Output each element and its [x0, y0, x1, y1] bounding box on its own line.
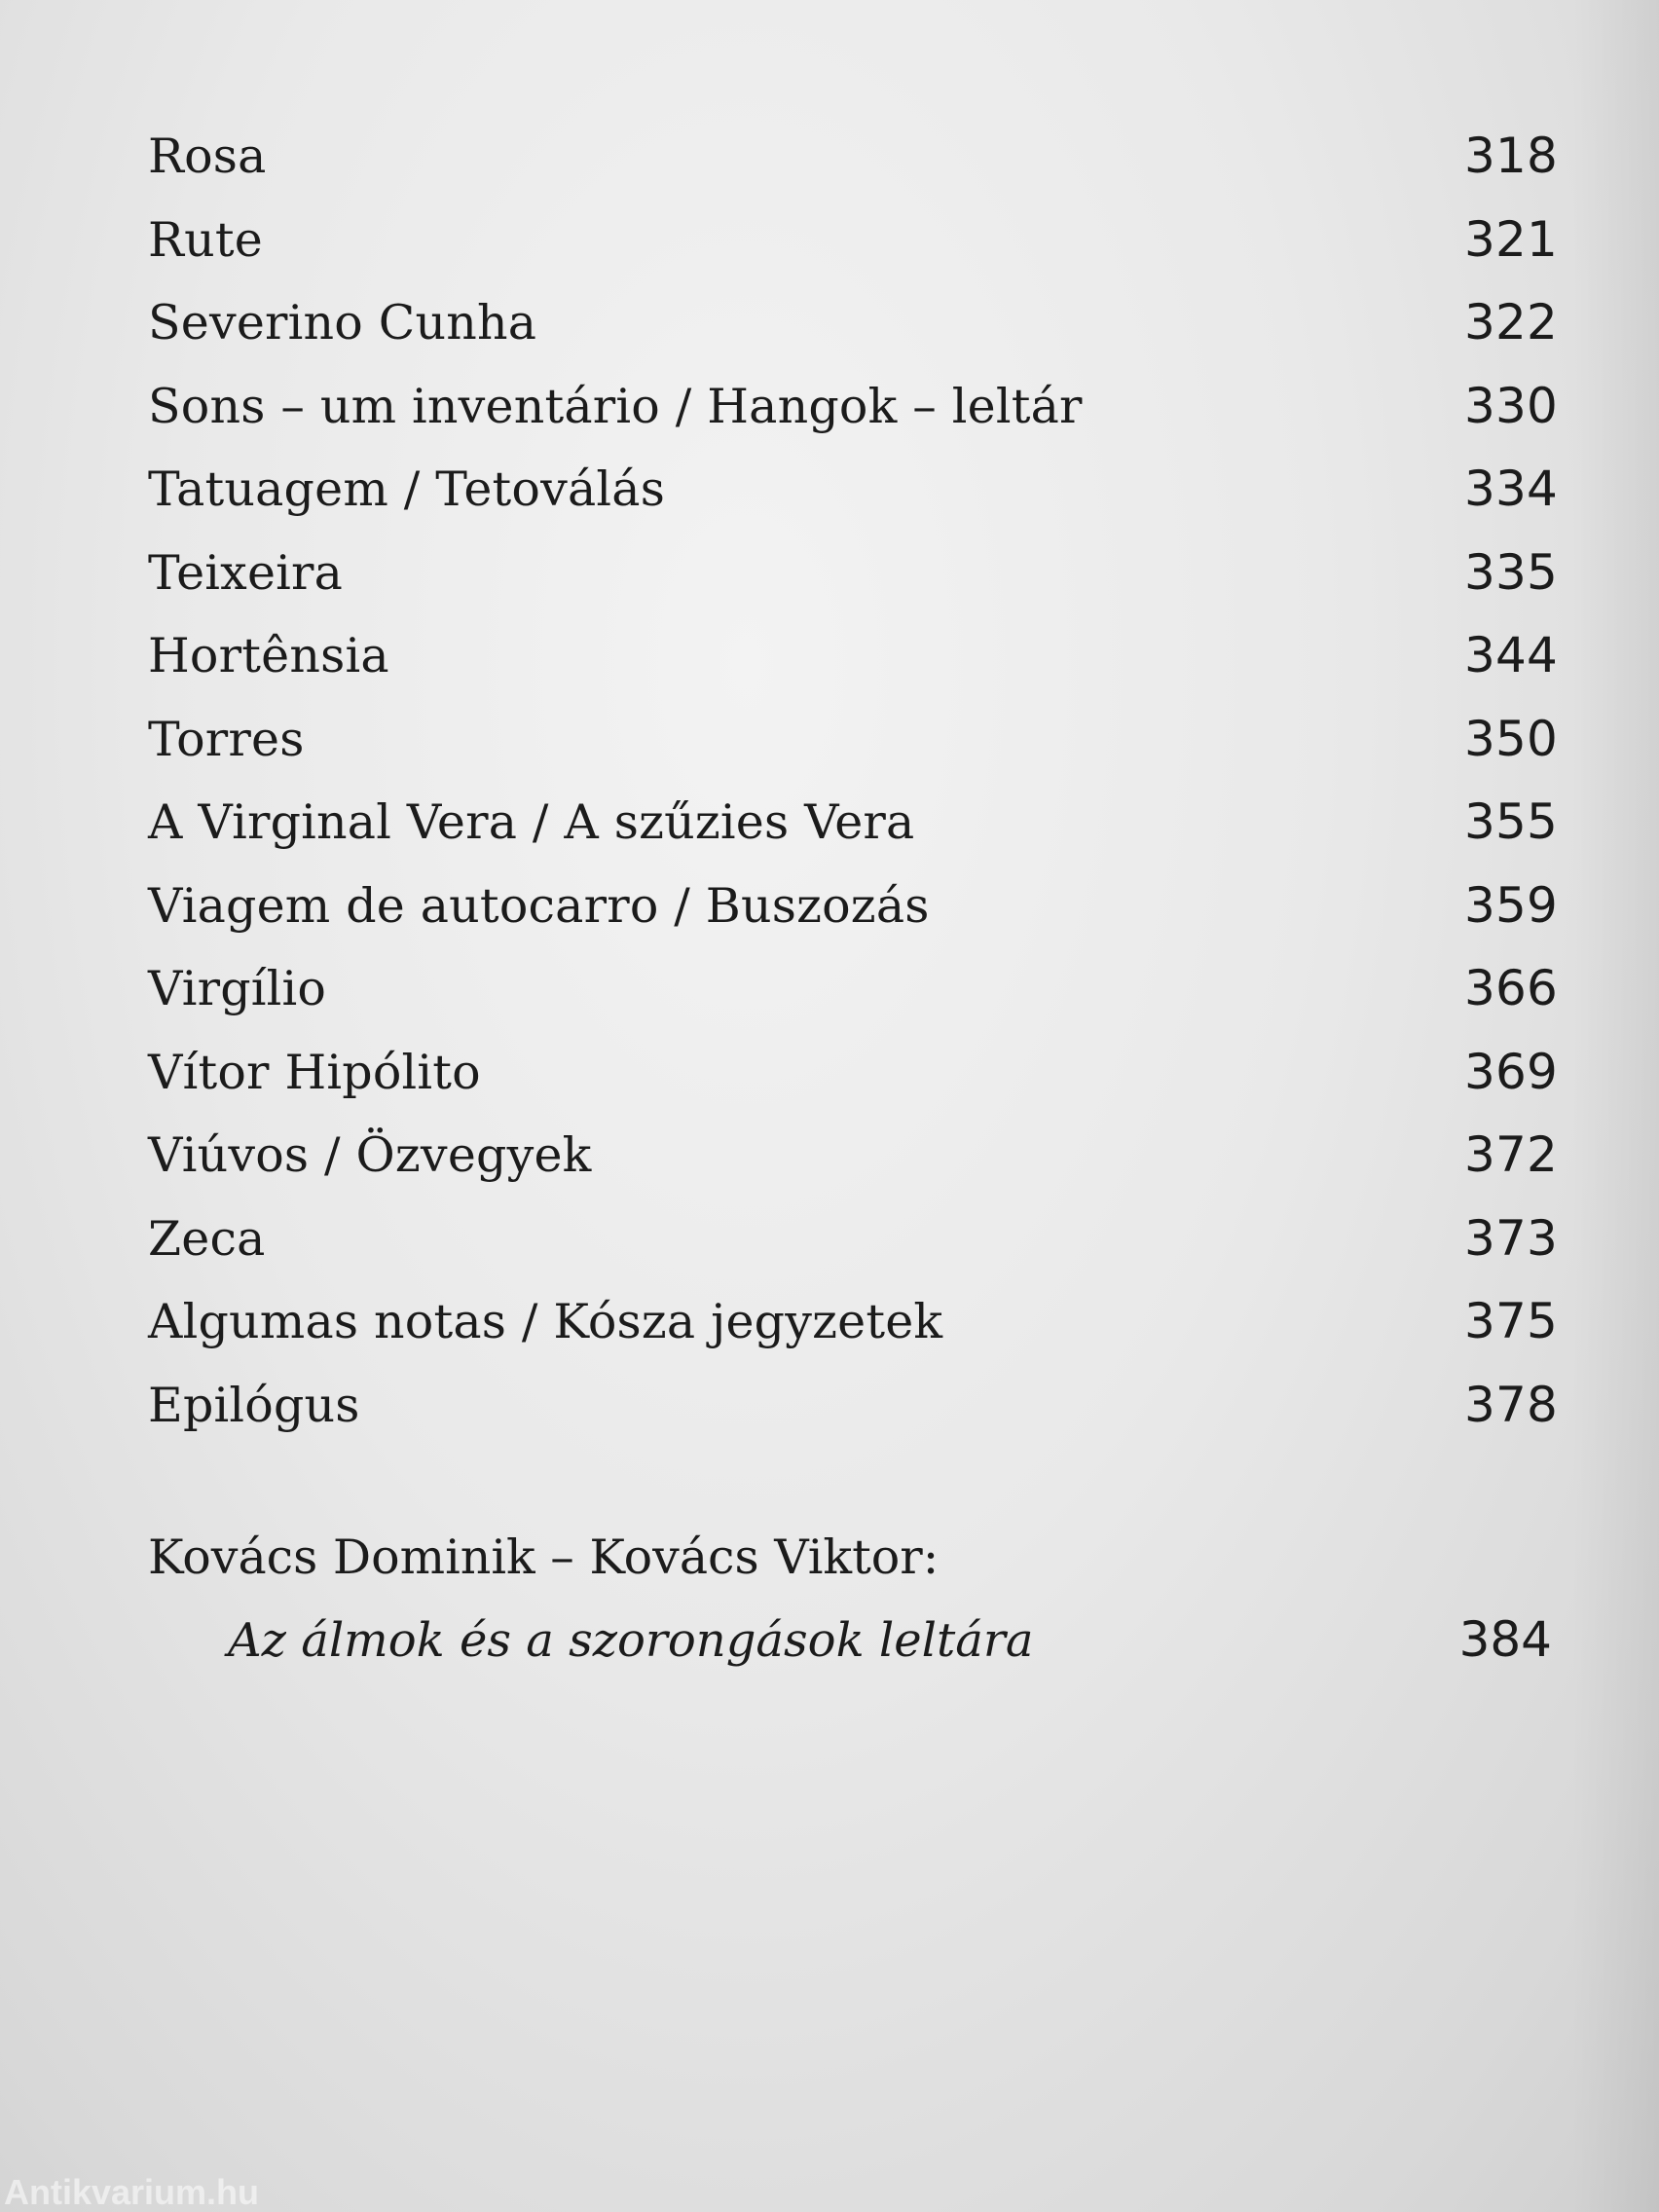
toc-entry-page-number: 334	[1463, 461, 1558, 517]
toc-entry	[148, 199, 1558, 282]
toc-entry-title: Virgílio	[148, 961, 327, 1016]
toc-entry-title: Viúvos / Özvegyek	[148, 1127, 592, 1183]
toc-entry	[148, 281, 1558, 365]
toc-entry-page-number: 318	[1463, 128, 1558, 184]
toc-entry-title: Algumas notas / Kósza jegyzetek	[148, 1294, 943, 1349]
page-edge-shadow	[1571, 0, 1659, 2212]
toc-entry-title: Viagem de autocarro / Buszozás	[148, 877, 930, 934]
toc-entry-title: Rosa	[148, 129, 267, 184]
toc-entry-page-number: 344	[1463, 627, 1558, 683]
watermark-logo: Antikvarium.hu	[4, 2173, 260, 2212]
toc-entry	[148, 1114, 1558, 1198]
afterword-authors: Kovács Dominik – Kovács Viktor:	[148, 1530, 940, 1585]
toc-entry	[148, 614, 1558, 698]
toc-entry	[148, 532, 1558, 615]
afterword-page-number: 384	[1458, 1611, 1552, 1668]
toc-entry-page-number: 322	[1463, 294, 1558, 350]
toc-entry-page-number: 355	[1463, 793, 1558, 850]
toc-entry-title: Epilógus	[148, 1377, 360, 1433]
toc-entry-page-number: 335	[1463, 543, 1558, 601]
toc-entry	[148, 448, 1558, 532]
toc-entry-page-number: 372	[1463, 1126, 1558, 1183]
toc-entry-page-number: 321	[1463, 210, 1558, 268]
toc-entry-page-number: 375	[1463, 1293, 1558, 1349]
afterword-title: Az álmok és a szorongások leltára	[228, 1613, 1034, 1668]
toc-entry-title: Teixeira	[148, 544, 344, 601]
afterword-row	[148, 1599, 1552, 1680]
toc-entry	[148, 865, 1558, 948]
toc-entry-title: Hortênsia	[148, 628, 389, 683]
toc-entry-title: Zeca	[148, 1210, 266, 1267]
toc-entry-page-number: 378	[1463, 1376, 1558, 1433]
toc-entry-title: Severino Cunha	[148, 295, 537, 350]
toc-entry-title: Torres	[148, 711, 305, 767]
toc-entry-title: Tatuagem / Tetoválás	[148, 461, 666, 517]
toc-entry	[148, 1280, 1558, 1364]
toc-entry-page-number: 373	[1463, 1209, 1558, 1267]
toc-entry	[148, 698, 1558, 782]
toc-entry	[148, 115, 1558, 199]
toc-entry-title: Vítor Hipólito	[148, 1044, 481, 1100]
toc-entry	[148, 947, 1558, 1031]
toc-entry-page-number: 350	[1463, 710, 1558, 767]
toc-entry	[148, 1198, 1558, 1281]
toc-entry-title: A Virginal Vera / A szűzies Vera	[148, 794, 915, 850]
toc-entry	[148, 365, 1558, 449]
toc-entry	[148, 781, 1558, 865]
toc-entry-page-number: 359	[1463, 876, 1558, 934]
table-of-contents	[148, 115, 1558, 1447]
toc-entry	[148, 1031, 1558, 1115]
toc-entry	[148, 1364, 1558, 1448]
afterword-entry	[148, 1517, 1552, 1680]
toc-entry-page-number: 369	[1463, 1043, 1558, 1100]
toc-entry-page-number: 330	[1463, 377, 1558, 434]
toc-entry-title: Sons – um inventário / Hangok – leltár	[148, 378, 1083, 434]
toc-entry-page-number: 366	[1463, 960, 1558, 1016]
toc-entry-title: Rute	[148, 211, 263, 268]
